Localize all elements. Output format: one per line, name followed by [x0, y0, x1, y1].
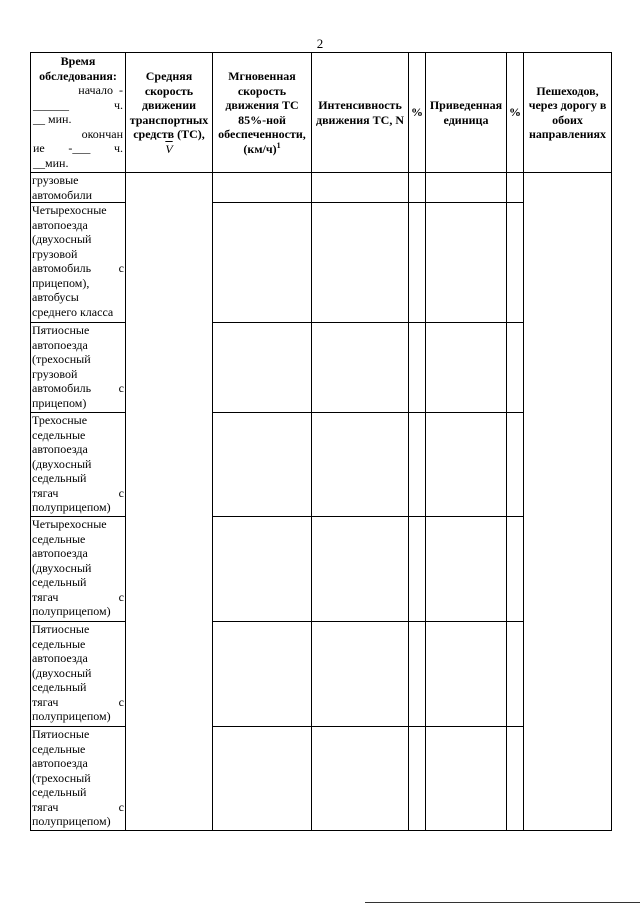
vehicle-type-line: седельный — [32, 471, 87, 485]
vehicle-type-word: с — [118, 589, 124, 604]
reduced-unit-cell[interactable] — [426, 622, 507, 727]
footnote-mark: 1 — [276, 140, 281, 150]
reduced-unit-header: Приведенная единица — [426, 53, 507, 173]
percent-cell[interactable] — [507, 622, 524, 727]
vehicle-type-word: с — [118, 261, 124, 275]
vehicle-type-line: грузовой — [32, 246, 78, 261]
pedestrians-header: Пешеходов, через дорогу в обоих направлениях — [524, 53, 612, 173]
intensity-cell[interactable] — [312, 727, 409, 831]
inst-speed-cell[interactable] — [213, 203, 312, 323]
intensity-cell[interactable] — [312, 517, 409, 622]
time-start-row — [31, 83, 125, 98]
time-hours-label: ч. — [113, 97, 123, 112]
vehicle-type-line: (трехосный — [32, 352, 91, 366]
vehicle-type-word: тягач — [32, 799, 59, 814]
vehicle-type-cell — [31, 517, 126, 622]
vehicle-type-line: автопоезда — [32, 651, 88, 665]
vehicle-type-line — [32, 800, 124, 815]
percent-cell[interactable] — [409, 622, 426, 727]
vehicle-type-line: автопоезда — [32, 442, 88, 456]
time-start-hours-row — [31, 98, 125, 113]
vehicle-type-line: седельный — [32, 785, 87, 799]
vehicle-type-line: (двухосный — [32, 665, 92, 680]
vehicle-type-line: полуприцепом) — [32, 604, 111, 618]
inst-speed-cell[interactable] — [213, 622, 312, 727]
vehicle-type-cell — [31, 323, 126, 413]
vehicle-type-line: Четырехосные — [32, 203, 107, 217]
percent-cell[interactable] — [507, 173, 524, 203]
pedestrians-cell[interactable] — [524, 173, 612, 831]
inst-speed-label: Мгновенная скорость движения ТС 85%-ной обеспеченности, (км/ч) — [218, 69, 306, 156]
intensity-cell[interactable] — [312, 323, 409, 413]
vehicle-type-line: автопоезда — [32, 756, 88, 770]
vehicle-type-cell — [31, 173, 126, 203]
vehicle-type-word: автомобиль — [32, 381, 92, 395]
vehicle-type-line: среднего класса — [32, 304, 114, 319]
vehicle-type-word: автомобиль — [32, 261, 92, 275]
vehicle-type-line: Четырехосные — [32, 517, 107, 531]
vehicle-type-line: Пятиосные — [32, 727, 90, 741]
time-column-header — [31, 53, 126, 173]
vehicle-type-line: полуприцепом) — [32, 709, 111, 723]
vehicle-type-line — [32, 486, 124, 501]
intensity-cell[interactable] — [312, 413, 409, 517]
time-title: Время обследования: — [39, 54, 117, 83]
vehicle-type-line: седельные — [32, 636, 86, 651]
inst-speed-cell[interactable] — [213, 727, 312, 831]
table-row — [31, 173, 612, 203]
time-start-min-row — [31, 112, 125, 127]
vehicle-type-cell — [31, 203, 126, 323]
vehicle-type-line: (трехосный — [32, 770, 91, 785]
inst-speed-cell[interactable] — [213, 173, 312, 203]
vehicle-type-word: с — [118, 694, 124, 709]
percent-header-1: % — [409, 53, 426, 173]
vehicle-type-line: Трехосные — [32, 413, 88, 427]
vehicle-type-line: прицепом) — [32, 395, 87, 410]
vehicle-type-line: (двухосный — [32, 560, 92, 575]
reduced-unit-cell[interactable] — [426, 203, 507, 323]
time-min-blank[interactable]: __ мин. — [33, 112, 72, 126]
time-end-suffix: ие — [33, 141, 45, 155]
vehicle-type-line: Пятиосные — [32, 622, 90, 636]
vehicle-type-line: грузовой — [32, 366, 78, 381]
percent-cell[interactable] — [507, 413, 524, 517]
vehicle-type-line — [32, 381, 124, 396]
vehicle-type-line: седельный — [32, 680, 87, 694]
intensity-cell[interactable] — [312, 173, 409, 203]
inst-speed-cell[interactable] — [213, 517, 312, 622]
vehicle-type-cell — [31, 413, 126, 517]
vehicle-type-line — [32, 695, 124, 710]
percent-cell[interactable] — [409, 413, 426, 517]
inst-speed-cell[interactable] — [213, 323, 312, 413]
vehicle-type-line: Пятиосные — [32, 323, 90, 337]
reduced-unit-cell[interactable] — [426, 413, 507, 517]
percent-header-2: % — [507, 53, 524, 173]
percent-cell[interactable] — [409, 517, 426, 622]
time-end-dash[interactable]: -___ — [68, 141, 91, 155]
time-end-min-row — [31, 156, 125, 171]
intensity-cell[interactable] — [312, 203, 409, 323]
avg-speed-symbol: $\overline{V}$ — [165, 141, 173, 156]
intensity-cell[interactable] — [312, 622, 409, 727]
vehicle-type-line: седельные — [32, 427, 86, 442]
vehicle-type-line: автопоезда — [32, 546, 88, 560]
reduced-unit-cell[interactable] — [426, 727, 507, 831]
time-hours-blank[interactable]: ______ — [33, 97, 69, 112]
inst-speed-cell[interactable] — [213, 413, 312, 517]
traffic-survey-table — [30, 52, 612, 831]
vehicle-type-line — [32, 261, 124, 276]
inst-speed-header — [213, 53, 312, 173]
percent-cell[interactable] — [409, 323, 426, 413]
vehicle-type-line: полуприцепом) — [32, 500, 111, 514]
time-start-label: начало — [78, 83, 113, 97]
vehicle-type-line: грузовые — [32, 173, 79, 187]
avg-speed-cell[interactable] — [126, 173, 213, 831]
time-end-row — [31, 127, 125, 142]
time-start-dash: - — [119, 83, 123, 97]
percent-cell[interactable] — [409, 173, 426, 203]
vehicle-type-word: тягач — [32, 485, 59, 500]
time-end-min[interactable]: __мин. — [33, 155, 69, 170]
time-end-hours-row — [31, 141, 125, 156]
vehicle-type-line: (двухосный — [32, 456, 92, 471]
vehicle-type-line: седельный — [32, 575, 87, 589]
vehicle-type-line: автопоезда — [32, 337, 88, 352]
vehicle-type-word: с — [118, 381, 124, 395]
reduced-unit-cell[interactable] — [426, 323, 507, 413]
vehicle-type-line: автомобили — [32, 187, 93, 202]
time-end-label: окончан — [81, 126, 123, 141]
vehicle-type-line: прицепом), — [32, 275, 90, 290]
intensity-header: Интенсивность движения ТС, N — [312, 53, 409, 173]
reduced-unit-cell[interactable] — [426, 517, 507, 622]
time-end-hours: ч. — [113, 141, 123, 155]
vehicle-type-line: седельные — [32, 531, 86, 546]
percent-cell[interactable] — [409, 727, 426, 831]
percent-cell[interactable] — [409, 203, 426, 323]
percent-cell[interactable] — [507, 203, 524, 323]
avg-speed-label: Средняя скорость движении транспортных средств (ТС), — [129, 69, 209, 141]
vehicle-type-word: тягач — [32, 694, 59, 709]
page-edge-line — [365, 902, 640, 903]
avg-speed-header — [126, 53, 213, 173]
vehicle-type-line — [32, 590, 124, 605]
vehicle-type-line: седельные — [32, 741, 86, 756]
vehicle-type-line: автопоезда — [32, 217, 88, 232]
vehicle-type-cell — [31, 727, 126, 831]
reduced-unit-cell[interactable] — [426, 173, 507, 203]
vehicle-type-line: полуприцепом) — [32, 814, 111, 828]
percent-cell[interactable] — [507, 517, 524, 622]
percent-cell[interactable] — [507, 323, 524, 413]
percent-cell[interactable] — [507, 727, 524, 831]
vehicle-type-word: с — [118, 485, 124, 500]
header-row — [31, 53, 612, 173]
vehicle-type-line: (двухосный — [32, 232, 92, 246]
vehicle-type-word: тягач — [32, 589, 59, 604]
vehicle-type-line: автобусы — [32, 290, 79, 304]
vehicle-type-cell — [31, 622, 126, 727]
vehicle-type-word: с — [118, 799, 124, 814]
page-number: 2 — [316, 36, 324, 51]
